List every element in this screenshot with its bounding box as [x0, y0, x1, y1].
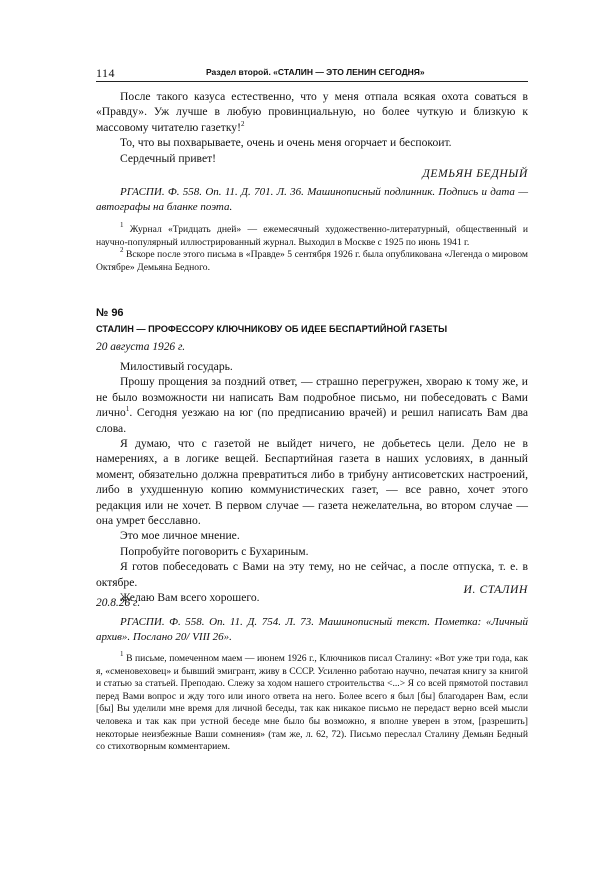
footnote-ref: 2: [240, 119, 245, 128]
prev-letter-signature: ДЕМЬЯН БЕДНЫЙ: [422, 167, 528, 180]
letter-closing: Желаю Вам всего хорошего.: [120, 591, 260, 605]
letter-sign-date: 20.8.26 г.: [96, 597, 141, 609]
letter-signature: И. СТАЛИН: [463, 583, 528, 596]
footnote: $^1$ Журнал «Тридцать дней» — ежемесячный художественно-литературный, общественный и научно-популярный иллюстрированный журнал. Выходил в Москве с 1925 по июнь 1941 г.: [96, 221, 528, 248]
footnote-ref: 1: [125, 405, 130, 414]
prev-letter-paragraph: То, что вы похварываете, очень и очень меня огорчает и беспокоит.: [120, 136, 452, 150]
document-source: РГАСПИ. Ф. 558. Оп. 11. Д. 754. Л. 73. Машинописный текст. Пометка: «Личный архив». Послано 20/ VIII 26».: [96, 616, 528, 643]
document-footnotes: [96, 650, 528, 754]
prev-letter-text: [96, 89, 528, 166]
letter-paragraph: Я думаю, что с газетой не выйдет ничего, не добьетесь цели. Дело не в намерениях, а в логике вещей. Беспартийная газета в наших условиях, в данный момент, обязательно должна превратиться либо в трибуну антисоветских настроений, либо в ухудшенную копию коммунистических газет, — все равно, хочет этого редакция или не хочет. В первом случае — газета нежелательна, во втором случае — она умрет бесславно.: [96, 437, 528, 528]
running-head: [96, 66, 526, 80]
running-head-title: Раздел второй. «СТАЛИН — ЭТО ЛЕНИН СЕГОДНЯ»: [206, 67, 425, 77]
prev-letter-source: РГАСПИ. Ф. 558. Оп. 11. Д. 701. Л. 36. Машинописный подлинник. Подпись и дата — автографы на бланке поэта.: [96, 186, 528, 213]
salutation: Милостивый государь.: [120, 360, 233, 373]
document-number: № 96: [96, 307, 124, 319]
letter-paragraph: Я готов побеседовать с Вами на эту тему, но не сейчас, а после отпуска, т. е. в октябре.: [96, 560, 528, 589]
prev-letter-paragraph: После такого казуса естественно, что у меня отпала всякая охота соваться в «Правду». Уж лучше в любую провинциальную, но более чуткую и близкую к массовому читателю газетку!$^2$: [96, 90, 528, 134]
letter-paragraph: Это мое личное мнение.: [120, 529, 240, 543]
page-number: 114: [96, 66, 116, 80]
footnote: $^2$ Вскоре после этого письма в «Правде» 5 сентября 1926 г. была опубликована «Легенда о мировом Октябре» Демьяна Бедного.: [96, 246, 528, 273]
document-date: 20 августа 1926 г.: [96, 341, 186, 353]
letter-body: [96, 359, 528, 606]
prev-letter-closing: Сердечный привет!: [120, 151, 217, 165]
footnote: $^1$ В письме, помеченном маем — июнем 1926 г., Ключников писал Сталину: «Вот уже три года, как я, «сменовеховец» и бывший эмигрант, живу в СССР. Усиленно работаю научно, печатая книгу за книгой и статью за статьей. Преподаю. Слежу за ходом нашего строительства <...> Я со всей прямотой поставил перед Вами вопрос и жду того или иного ответа на него. Более всего я был [бы] благодарен Вам, если [бы] Вы уделили мне время для личной беседы, так как никакое письмо не передаст верно всей мысли человека и так как при устной беседе мне было бы возможно, я вполне уверен в этом, [разрешить] некоторые неизбежные Ваши сомнения» (там же, л. 62, 72). Письмо переслал Сталину Демьян Бедный со стихотворным комментарием.: [96, 650, 528, 753]
header-rule: [96, 81, 528, 82]
prev-letter-footnotes: [96, 221, 528, 274]
document-title: СТАЛИН — ПРОФЕССОРУ КЛЮЧНИКОВУ ОБ ИДЕЕ БЕСПАРТИЙНОЙ ГАЗЕТЫ: [96, 324, 448, 334]
letter-paragraph: Прошу прощения за поздний ответ, — страшно перегружен, хвораю к тому же, и не было возможности ни написать Вам подробное письмо, ни побеседовать с Вами лично$^1$. Сегодня уезжаю на юг (по предписанию врачей) и решил написать Вам два слова.: [96, 375, 528, 435]
letter-paragraph: Попробуйте поговорить с Бухариным.: [120, 544, 309, 558]
